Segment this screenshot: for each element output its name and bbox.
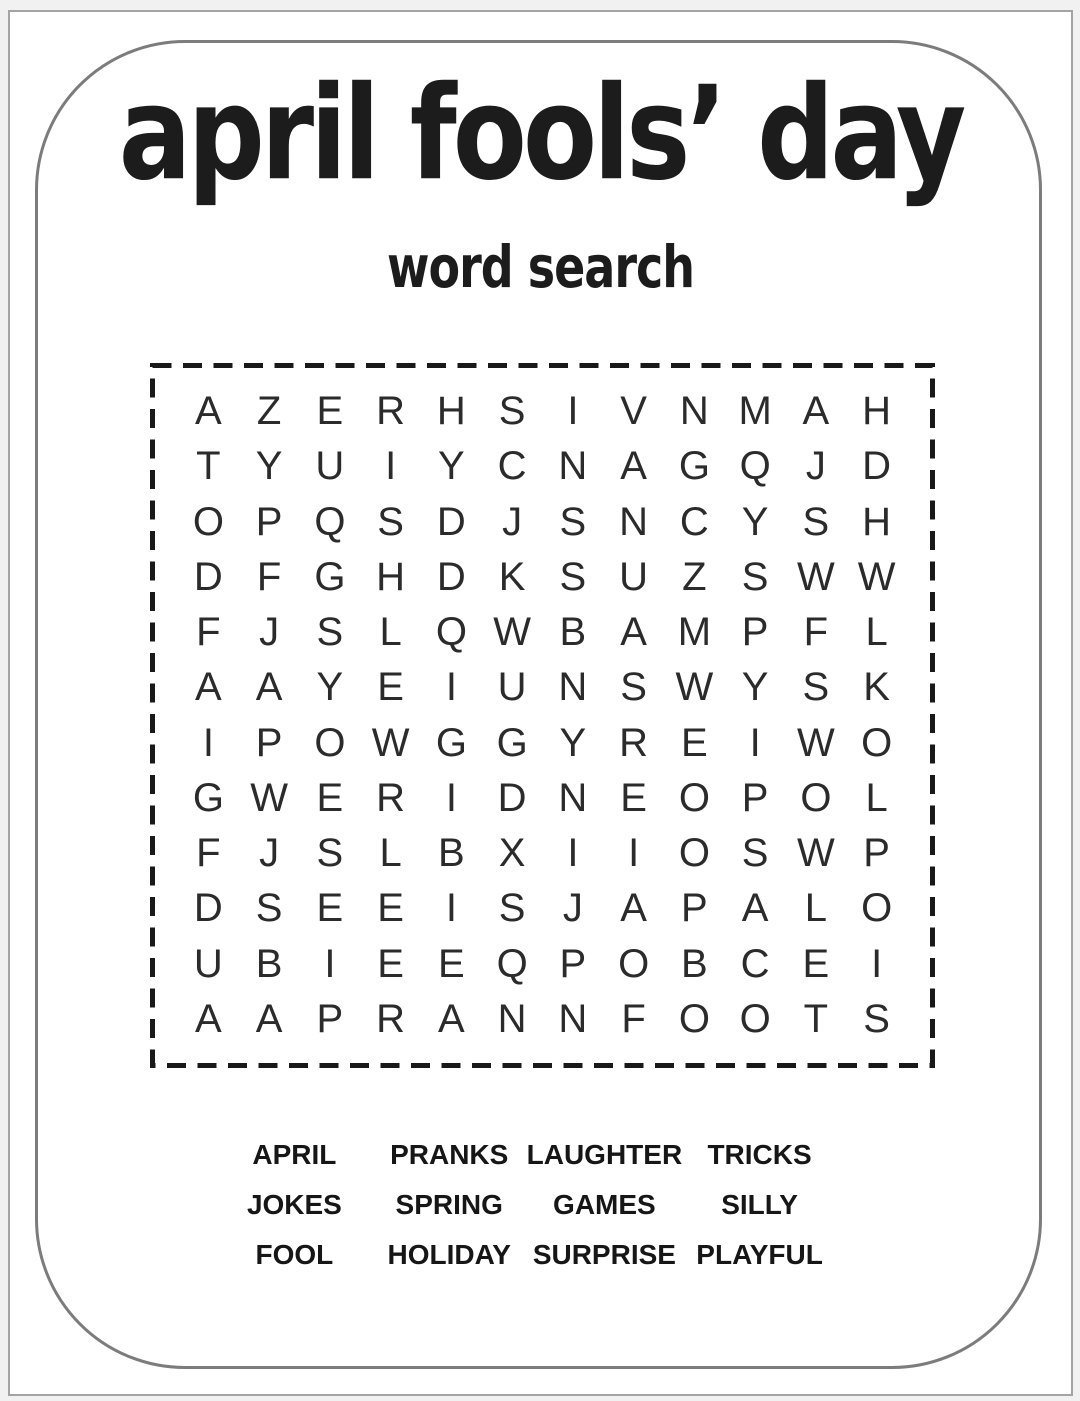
grid-letter: S [559, 554, 587, 599]
grid-letter: Z [682, 554, 707, 599]
grid-letter: W [371, 720, 410, 765]
grid-letter: W [796, 554, 835, 599]
grid-letter: L [379, 831, 402, 876]
grid-letter: H [436, 389, 466, 434]
grid-letter: O [861, 886, 893, 931]
grid-letter: D [862, 444, 892, 489]
grid-letter: O [314, 720, 346, 765]
grid-letter: M [677, 610, 712, 655]
grid-letter: D [497, 775, 527, 820]
grid-letter: J [562, 886, 583, 931]
grid-letter: S [377, 499, 404, 544]
word-bank-item: PRANKS [390, 1139, 509, 1170]
grid-letter: J [259, 610, 280, 655]
grid-letter: A [195, 389, 222, 434]
grid-letter: R [376, 996, 406, 1041]
grid-letter: K [498, 554, 526, 599]
grid-letter: O [678, 775, 710, 820]
grid-letter: R [376, 389, 406, 434]
grid-letter: K [863, 665, 890, 710]
grid-letter: A [802, 389, 830, 434]
grid-letter: C [740, 941, 770, 986]
grid-letter: V [620, 389, 647, 434]
grid-letter: I [385, 444, 397, 489]
grid-letter: R [376, 775, 406, 820]
grid-letter: X [498, 831, 526, 876]
grid-letter: I [628, 831, 640, 876]
grid-letter: Y [438, 444, 465, 489]
grid-letter: S [741, 831, 769, 876]
grid-letter: E [681, 720, 708, 765]
grid-letter: I [324, 941, 336, 986]
word-bank-item: TRICKS [707, 1139, 812, 1170]
grid-letter: E [377, 665, 404, 710]
grid-letter: P [316, 996, 344, 1041]
grid-letter: A [741, 886, 769, 931]
grid-letter: Q [496, 941, 528, 986]
grid-letter: Q [435, 610, 467, 655]
grid-letter: O [618, 941, 650, 986]
grid-letter: F [803, 610, 829, 655]
grid-letter: J [805, 444, 826, 489]
grid-letter: S [741, 554, 769, 599]
grid-letter: Y [741, 499, 769, 544]
grid-letter: E [316, 886, 344, 931]
grid-letter: U [497, 665, 527, 710]
grid-letter: E [802, 941, 830, 986]
grid-letter: J [502, 499, 523, 544]
grid-letter: P [863, 831, 890, 876]
grid-letter: N [558, 665, 588, 710]
grid-letter: Q [739, 444, 771, 489]
grid-letter: B [255, 941, 283, 986]
grid-letter: E [438, 941, 465, 986]
grid-letter: F [196, 831, 221, 876]
grid-letter: S [316, 610, 344, 655]
grid-letter: W [675, 665, 714, 710]
grid-letter: J [259, 831, 280, 876]
grid-letter: F [196, 610, 221, 655]
grid-letter: U [619, 554, 649, 599]
worksheet-page [8, 10, 1073, 1396]
grid-letter: O [800, 775, 832, 820]
grid-letter: Q [314, 499, 346, 544]
grid-letter: L [379, 610, 402, 655]
page-title: april fools’ day [118, 59, 963, 210]
grid-letter: I [445, 665, 457, 710]
grid-letter: W [250, 775, 288, 820]
grid-letter: D [193, 554, 223, 599]
grid-letter: D [436, 554, 466, 599]
grid-letter: H [376, 554, 406, 599]
grid-letter: I [871, 941, 883, 986]
grid-letter: W [796, 831, 835, 876]
grid-letter: F [256, 554, 282, 599]
grid-letter: W [857, 554, 896, 599]
grid-letter: G [496, 720, 528, 765]
grid-letter: A [255, 996, 283, 1041]
grid-letter: I [445, 886, 457, 931]
grid-letter: Y [316, 665, 344, 710]
grid-letter: N [558, 996, 588, 1041]
grid-letter: Z [256, 389, 282, 434]
grid-letter: F [621, 996, 646, 1041]
grid-letter: T [196, 444, 221, 489]
grid-letter: M [738, 389, 772, 434]
grid-letter: C [679, 499, 709, 544]
word-bank-item: APRIL [252, 1139, 337, 1170]
grid-letter: S [620, 665, 647, 710]
grid-letter: S [316, 831, 344, 876]
grid-letter: I [567, 831, 579, 876]
word-bank-item: SILLY [721, 1189, 798, 1220]
letter-grid [150, 363, 935, 1068]
grid-letter: U [315, 444, 345, 489]
grid-letter: O [739, 996, 771, 1041]
grid-letter: O [861, 720, 893, 765]
word-bank-item: FOOL [255, 1239, 334, 1270]
grid-letter: D [436, 499, 466, 544]
grid-letter: P [741, 610, 769, 655]
grid-letter: Y [559, 720, 587, 765]
word-bank-item: HOLIDAY [387, 1239, 511, 1270]
word-search-puzzle [150, 363, 935, 1068]
grid-letter: A [620, 886, 647, 931]
grid-letter: N [558, 775, 588, 820]
grid-letter: I [202, 720, 214, 765]
grid-letter: E [620, 775, 647, 820]
grid-letter: L [804, 886, 827, 931]
word-bank-item: JOKES [246, 1189, 342, 1220]
grid-letter: A [195, 996, 222, 1041]
grid-letter: P [255, 720, 283, 765]
grid-letter: G [435, 720, 467, 765]
word-bank-item: GAMES [553, 1189, 656, 1220]
grid-letter: R [619, 720, 649, 765]
grid-letter: A [620, 610, 647, 655]
grid-letter: I [445, 775, 457, 820]
grid-letter: H [862, 389, 892, 434]
grid-letter: P [681, 886, 708, 931]
grid-letter: Y [255, 444, 283, 489]
grid-letter: B [681, 941, 708, 986]
grid-letter: A [255, 665, 283, 710]
grid-letter: N [679, 389, 709, 434]
page-subtitle: word search [386, 233, 695, 301]
grid-letter: E [377, 886, 404, 931]
grid-letter: O [678, 996, 710, 1041]
grid-letter: S [498, 389, 526, 434]
grid-letter: S [255, 886, 283, 931]
grid-letter: L [865, 775, 888, 820]
grid-letter: S [498, 886, 526, 931]
word-bank-item: LAUGHTER [526, 1139, 683, 1170]
grid-letter: N [558, 444, 588, 489]
grid-letter: P [255, 499, 283, 544]
grid-letter: S [559, 499, 587, 544]
word-bank-item: SURPRISE [532, 1239, 676, 1270]
grid-letter: G [678, 444, 710, 489]
grid-letter: B [438, 831, 465, 876]
grid-letter: L [865, 610, 888, 655]
grid-letter: O [678, 831, 710, 876]
word-bank [217, 1130, 837, 1280]
grid-letter: G [314, 554, 346, 599]
grid-letter: N [619, 499, 649, 544]
grid-letter: H [862, 499, 892, 544]
grid-letter: O [192, 499, 224, 544]
grid-letter: P [741, 775, 769, 820]
grid-letter: G [192, 775, 224, 820]
grid-letter: U [193, 941, 223, 986]
grid-letter: A [620, 444, 647, 489]
grid-letter: I [749, 720, 761, 765]
grid-letter: E [316, 775, 344, 820]
grid-letter: W [796, 720, 835, 765]
grid-letter: I [567, 389, 579, 434]
grid-letter: T [803, 996, 829, 1041]
word-bank-item: SPRING [395, 1189, 503, 1220]
grid-letter: S [802, 665, 830, 710]
word-bank-item: PLAYFUL [696, 1239, 823, 1270]
grid-letter: W [493, 610, 531, 655]
grid-letter: C [497, 444, 527, 489]
grid-letter: D [193, 886, 223, 931]
grid-letter: N [497, 996, 527, 1041]
grid-letter: P [559, 941, 587, 986]
grid-letter: Y [741, 665, 769, 710]
grid-letter: S [802, 499, 830, 544]
grid-letter: A [195, 665, 222, 710]
grid-letter: S [863, 996, 890, 1041]
grid-letter: E [377, 941, 404, 986]
grid-letter: B [559, 610, 587, 655]
grid-letter: A [438, 996, 465, 1041]
grid-letter: E [316, 389, 344, 434]
